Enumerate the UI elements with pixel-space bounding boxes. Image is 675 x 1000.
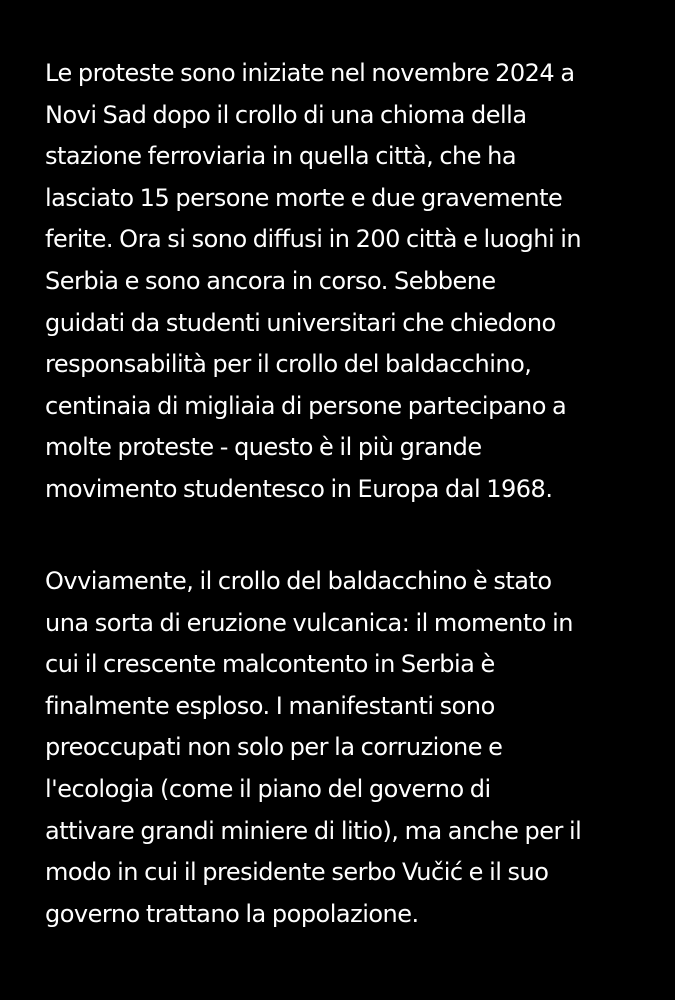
text-line: Novi Sad dopo il crollo di una chioma della: [45, 100, 527, 129]
text-line: governo trattano la popolazione.: [45, 899, 419, 928]
text-line: Serbia e sono ancora in corso. Sebbene: [45, 266, 496, 295]
text-line: responsabilità per il crollo del baldacchino,: [45, 350, 532, 379]
text-line: l'ecologia (come il piano del governo di: [45, 774, 491, 803]
text-line: lasciato 15 persone morte e due gravemente: [45, 183, 563, 212]
text-line: stazione ferroviaria in quella città, che ha: [45, 142, 517, 171]
text-line: preoccupati non solo per la corruzione e: [45, 733, 503, 762]
text-line: cui il crescente malcontento in Serbia è: [45, 650, 495, 679]
paragraph-protests-origin: [45, 53, 665, 511]
text-line: attivare grandi miniere di litio), ma anche per il: [45, 816, 582, 845]
text-line: una sorta di eruzione vulcanica: il momento in: [45, 608, 573, 637]
text-line: modo in cui il presidente serbo Vučić e il suo: [45, 858, 549, 887]
text-line: finalmente esploso. I manifestanti sono: [45, 691, 495, 720]
text-line: Ovviamente, il crollo del baldacchino è stato: [45, 567, 552, 595]
text-line: molte proteste - questo è il più grande: [45, 433, 482, 462]
text-line: ferite. Ora si sono diffusi in 200 città e luoghi in: [45, 225, 582, 254]
paragraph-canopy-collapse: [45, 561, 665, 935]
text-line: movimento studentesco in Europa dal 1968.: [45, 474, 553, 503]
text-line: centinaia di migliaia di persone partecipano a: [45, 391, 567, 420]
text-line: guidati da studenti universitari che chiedono: [45, 308, 556, 337]
text-line: Le proteste sono iniziate nel novembre 2024 a: [45, 59, 575, 87]
